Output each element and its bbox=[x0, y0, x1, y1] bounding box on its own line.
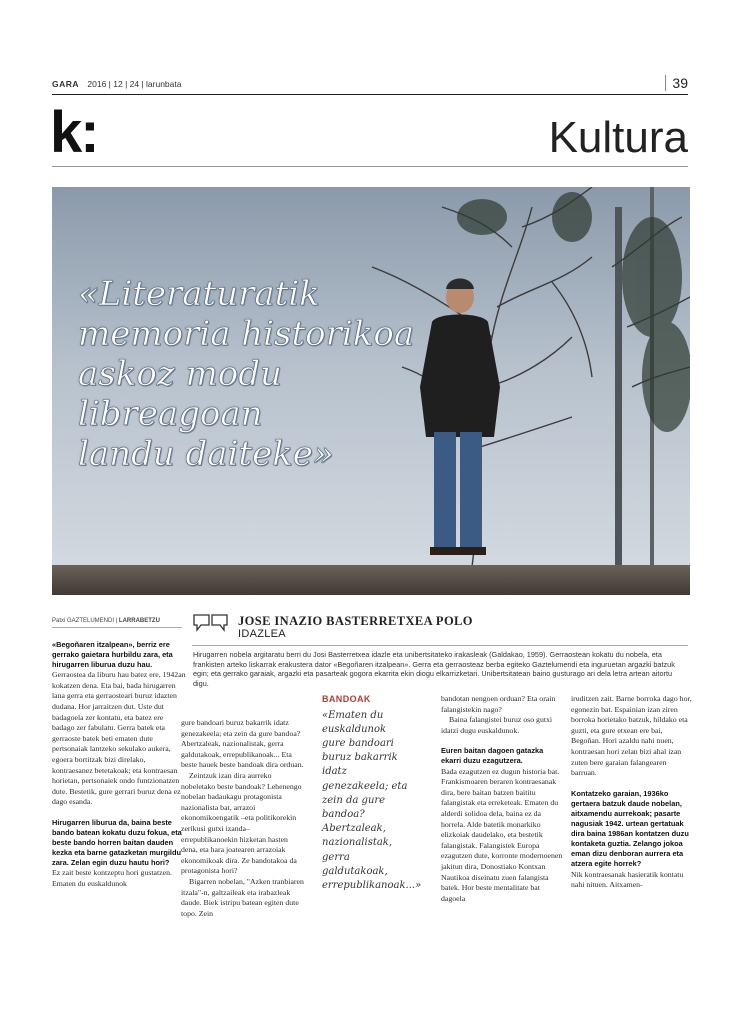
credit-agency: LARRABETZU bbox=[118, 618, 160, 624]
pull-quote-text: «Ematen du euskaldunok gure bandoari buruz bakarrik idatz genezakeela; eta zein da gure bandoa? Abertzaleak, nazionalistak, gerra galdutakoak, errepublikanoak...» bbox=[322, 709, 422, 892]
answer: gure bandoari buruz bakarrik idatz genezakeela; eta zein da gure bandoa? Abertzaleak, nazionalistak, gerra galdutakoak, errepublikanoak... Eta beste hauek beste bandoak dira orduan. bbox=[181, 718, 304, 770]
intro-rule bbox=[192, 645, 688, 646]
question: «Begoñaren itzalpean», berriz ere gerrako gaietara hurbildu zara, eta hirugarren liburua duzu hau. bbox=[52, 640, 173, 670]
interviewee-role: IDAZLEA bbox=[238, 628, 286, 640]
pull-quote-tag: BANDOAK bbox=[322, 694, 371, 704]
answer: Ez zait beste kontzeptu hori gustatzen. Ematen du euskaldunok bbox=[52, 868, 172, 889]
section-title: Kultura bbox=[548, 113, 688, 162]
article-column-4 bbox=[441, 694, 564, 904]
headline-line: memoria historikoa bbox=[78, 314, 415, 354]
answer: Bigarren nobelan, "Azken tranbiaren itzala"-n, galtzaileak eta irabazleak daude. Biek istripu batean egiten dute topo. Zein bbox=[181, 876, 304, 918]
newspaper-brand: GARA bbox=[52, 79, 80, 89]
section-logo: k: bbox=[50, 100, 98, 165]
pull-quote bbox=[322, 694, 422, 893]
headline-line: libreagoan bbox=[78, 394, 263, 434]
intro-text: Hirugarren nobela argitaratu berri du Josi Basterretxea idazle eta unibertsitateko irakasleak (Galdakao, 1959). Gerraostean kokatu du nobela, eta frankisten arteko liskarrak erakustera dator «Begoñaren itzalpean». Gerra eta gerraosteaz berba egiteko Gaztelumendi eta inguruetan argazki batzuk egin; eta gerrako garaiak, argazki eta pasarteak gogora ekarrita ekin diogu elkarrizketari. Unibertsitatean baino gusturago ari dela letra artean aitortu digu. bbox=[193, 650, 675, 689]
answer: bandotan nengoen orduan? Eta orain falangistekin nago? bbox=[441, 694, 556, 714]
photographer: Patxi GAZTELUMENDI bbox=[52, 618, 115, 624]
answer: iruditzen zait. Barne borroka dago hor, egonezin bat. Espainian izan ziren borroka horietako batzuk, hildako eta guzti, eta gure etxean ere bai, Begoñan. Hori azaldu nahi nuen, kontraesan hori zelan bizi ahal izan zuten bere garaian falangearen barruan. bbox=[571, 694, 692, 778]
answer: Zeintzuk izan dira aurreko nobeletako beste bandoak? Lehenengo nobelan badaukagu protagonista nazionalista bat, arrazoi ekonomikoengatik –eta politikorekin zerikusi gutxi izanda– errepublikanoekin hizketan hasten dena, eta hara joatearen arrazoiak ekonomikoak dira. Ze bandotakoa da protagonista hori? bbox=[181, 770, 302, 876]
page-number: 39 bbox=[665, 75, 688, 91]
question: Kontatzeko garaian, 1936ko gertaera batzuk daude nobelan, aitxamendu aurrekoak; pasarte nagusiak 1942. urtean gertatuak dira baina 1986an kontatzen duzu kontaketa guztia. Zelango jokoa eman dizu denboran aurrera eta atzera egite horrek? bbox=[571, 788, 689, 869]
question: Hirugarren liburua da, baina beste bando batean kokatu duzu fokua, eta beste bando horren baitan dauden kezka eta barne gatazketan murgildu zara. Zelan egin duzu hautu hori? bbox=[52, 818, 182, 868]
masthead bbox=[52, 75, 688, 93]
answer: Nik kontraesanak hasieratik kontatu nahi nituen. Aitxamen- bbox=[571, 869, 684, 890]
section-rule bbox=[52, 166, 688, 167]
answer: Baina falangistei buruz oso gutxi idatzi dugu euskaldunok. bbox=[441, 715, 553, 735]
issue-date: 2016 | 12 | 24 | larunbata bbox=[87, 79, 182, 89]
speech-bubbles-icon bbox=[193, 614, 229, 634]
credit-rule bbox=[52, 627, 182, 628]
top-rule bbox=[52, 94, 688, 95]
answer: Gerraostea da liburu hau batez ere, 1942an kokatzen dena. Eta bai, bada hirugarren lana gerra eta gerraosteari buruz idazten dudana. Hor jarraitzen dut. Uste dut badagoela zer kontatu, eta batez ere badago zer fabulatu. Gerra batek eta gerraoste batek beti ematen dute pertsonaiak lantzeko sekulako aukera, egoera bortitzak bizi direlako, kontraesanez betetakoak; eta kontraesan horietan, pertsonaiek ondo funtzionatzen dute. Bestetik, gure gerrari buruz dena ez dago esanda. bbox=[52, 670, 186, 807]
answer: Bada ezagutzen ez dugun historia bat. Frankismoaren beraren kontraesanak dira, bere baitan batzen baititu falangistak eta erreketeak. Ematen du alderdi solidoa dela, baina ez da horrela. Alde batetik monarkiko elizkoiak daudelako, eta bestetik falangistak. Falangistek Europa ezagutzen dute, korronte modernoenen jakitun dira, Donostiako Kontxan Nautikoa diseinatu zuen falangista batek. Hor beste mentalitate bat dagoela bbox=[441, 766, 563, 903]
article-column-1 bbox=[52, 640, 186, 890]
headline-line: askoz modu bbox=[78, 354, 282, 394]
photo-credit: Patxi GAZTELUMENDI | LARRABETZU bbox=[52, 618, 160, 624]
article-column-5 bbox=[571, 694, 693, 891]
headline-line: landu daiteke» bbox=[78, 434, 334, 474]
headline bbox=[78, 274, 418, 474]
interviewee-name: JOSE INAZIO BASTERRETXEA POLO bbox=[238, 614, 473, 628]
headline-line: «Literaturatik bbox=[78, 274, 320, 314]
stone-wall bbox=[52, 565, 690, 595]
question: Euren baitan dagoen gatazka ekarri duzu ezagutzera. bbox=[441, 746, 544, 766]
article-column-2 bbox=[181, 718, 304, 919]
